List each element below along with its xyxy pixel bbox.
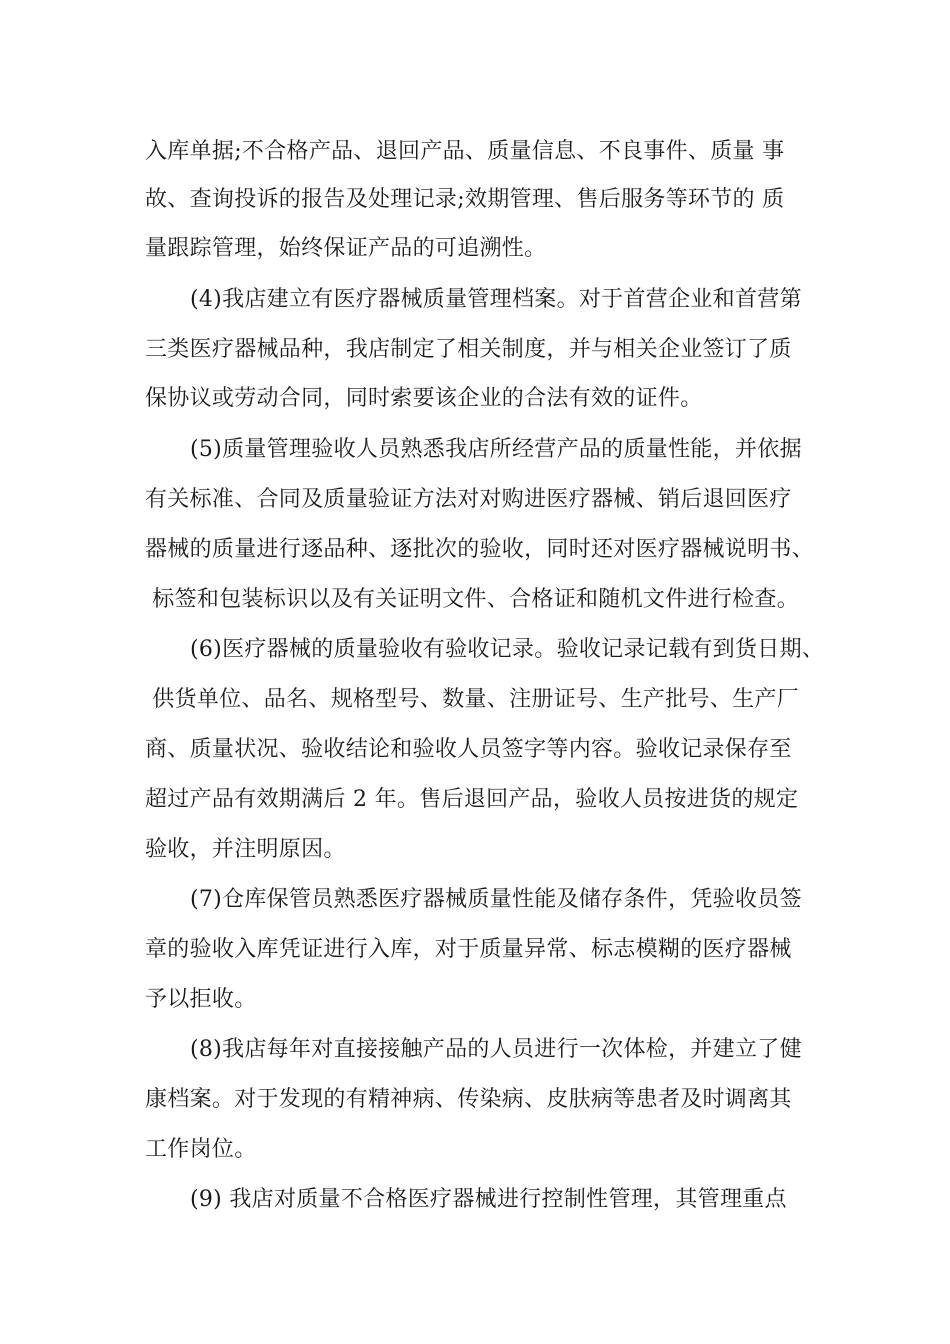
text-line-3: 量跟踪管理，始终保证产品的可追溯性。 [145, 236, 547, 261]
text-line-9: 器械的质量进行逐品种、逐批次的验收，同时还对医疗器械说明书、 [145, 537, 815, 562]
text-line-20: 康档案。对于发现的有精神病、传染病、皮肤病等患者及时调离其 [145, 1087, 792, 1112]
text-line-6: 保协议或劳动合同，同时索要该企业的合法有效的证件。 [145, 386, 703, 411]
text-line-1: 入库单据;不合格产品、退回产品、质量信息、不良事件、质量 事 [145, 139, 785, 164]
text-line-13: 商、质量状况、验收结论和验收人员签字等内容。验收记录保存至 [145, 737, 792, 762]
text-line-5: 三类医疗器械品种，我店制定了相关制度，并与相关企业签订了质 [145, 337, 792, 362]
text-line-12: 供货单位、品名、规格型号、数量、注册证号、生产批号、生产厂 [145, 687, 799, 712]
text-line-22: (9) 我店对质量不合格医疗器械进行控制性管理，其管理重点 [190, 1187, 787, 1212]
text-line-21: 工作岗位。 [145, 1137, 257, 1162]
text-line-7: (5)质量管理验收人员熟悉我店所经营产品的质量性能，并依据 [190, 437, 802, 462]
text-line-16: (7)仓库保管员熟悉医疗器械质量性能及储存条件，凭验收员签 [190, 887, 802, 912]
text-line-14: 超过产品有效期满后 2 年。售后退回产品，验收人员按进货的规定 [145, 787, 799, 812]
text-line-19: (8)我店每年对直接接触产品的人员进行一次体检，并建立了健 [190, 1037, 802, 1062]
text-line-10: 标签和包装标识以及有关证明文件、合格证和随机文件进行检查。 [145, 587, 799, 612]
text-line-11: (6)医疗器械的质量验收有验收记录。验收记录记载有到货日期、 [190, 637, 825, 662]
text-line-15: 验收，并注明原因。 [145, 837, 346, 862]
text-line-17: 章的验收入库凭证进行入库，对于质量异常、标志模糊的医疗器械 [145, 937, 792, 962]
text-line-2: 故、查询投诉的报告及处理记录;效期管理、售后服务等环节的 质 [145, 187, 785, 212]
text-line-8: 有关标准、合同及质量验证方法对对购进医疗器械、销后退回医疗 [145, 487, 792, 512]
text-line-18: 予以拒收。 [145, 987, 257, 1012]
text-line-4: (4)我店建立有医疗器械质量管理档案。对于首营企业和首营第 [190, 287, 802, 312]
